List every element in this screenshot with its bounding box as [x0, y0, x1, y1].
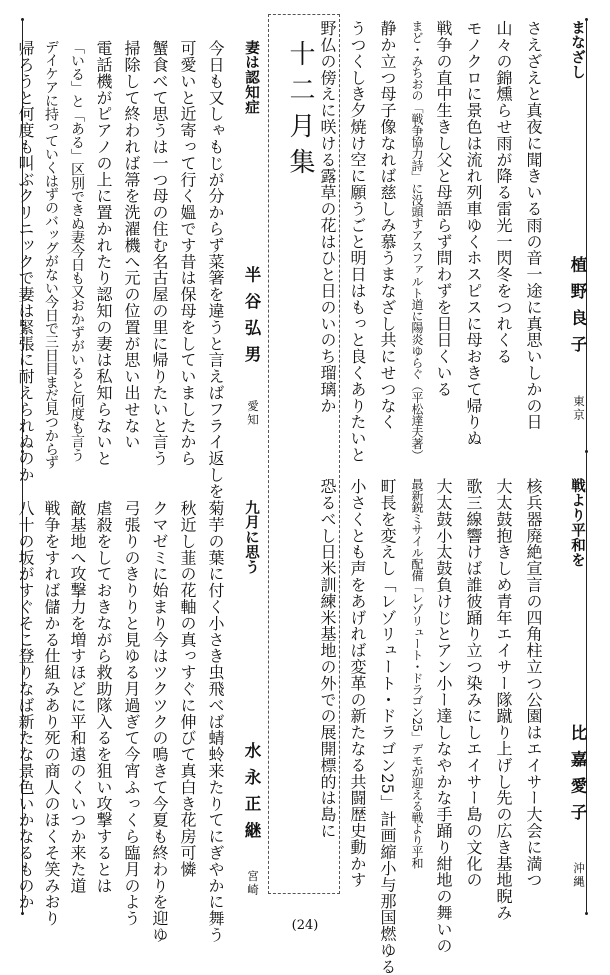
- poem-line: 秋近し韮の花軸の真っすぐに伸びて真白き花房可憐: [178, 500, 197, 878]
- poem-author: 水永正継: [242, 742, 261, 848]
- poem-author: 植野良子: [568, 256, 587, 362]
- border-dot: [585, 450, 588, 453]
- poem-line: まど・みちおの「戦争協力詩」に没頭すアスファルト道に陽炎ゆらぐ（平松達夫著）: [410, 20, 424, 461]
- poem-line: 大太鼓抱きしめ青年エイサー隊蹴り上げし先の広き基地睨み: [494, 478, 513, 921]
- poem-line: 歌三線響けば誰彼踊り立つ染みにしエイサー島の文化の: [464, 478, 483, 888]
- poem-line: 野仏の傍えに咲ける露草の花はひと日のいのち瑠璃か: [318, 20, 337, 414]
- border-dot: [21, 18, 24, 21]
- poem-line: 小さくとも声をあげれば変革の新たなる共闘歴史動かす: [348, 478, 367, 888]
- poem-title: まなざし: [569, 20, 585, 80]
- poem-line: 「いる」と「ある」区別できぬ妻今日も又おかずがいると何度も言う: [69, 40, 85, 462]
- poem-line: 戦争をすれば儲かる仕組みあり死の商人のほくそ笑みおり: [42, 500, 61, 927]
- poem-title: 戦より平和を: [569, 478, 585, 568]
- poem-author: 比嘉愛子: [568, 724, 587, 830]
- poem-line: 帰ろうと何度も叫ぶクリニックで妻は緊張に耐えられぬのか: [16, 40, 35, 483]
- section-title: 十二月集: [285, 40, 315, 184]
- poem-line: 今日も又しゃもじが分からず菜箸を違うと言えばフライ返しを: [206, 40, 225, 500]
- poem-line: 静か立つ母子像なれば慈しみ慕うまなざし共にせつなく: [378, 20, 397, 430]
- poem-author: 半谷弘男: [242, 266, 261, 372]
- poem-line: 可愛いと近寄って行く媼です昔は保母をしていましたから: [178, 40, 197, 467]
- poem-line: 虐殺をしておきながら救助隊入るを狙い攻撃するとは: [94, 500, 113, 894]
- poem-title: 九月に思う: [243, 500, 259, 575]
- border-dot: [21, 912, 24, 915]
- poem-line: デイケアに持っていくはずのバッグがない今日で三日目まだ見つからず: [43, 40, 59, 469]
- poem-line: 恐るべし日米訓練米基地の外での展開標的は島に: [318, 478, 337, 839]
- poem-line: 敵基地へ攻撃力を増すほどに平和遠のくいつか来た道: [68, 500, 87, 894]
- page-number: (24): [291, 918, 319, 933]
- poem-prefecture: 東京: [572, 395, 586, 422]
- poem-line: 最新鋭ミサイル配備「レゾリュート・ドラゴン25」デモが迎える戦より平和: [410, 478, 424, 869]
- poem-line: うつくしき夕焼け空に願うごと明日はもっと良くありたいと: [348, 20, 367, 463]
- poem-line: 大太鼓小太鼓負けじとアン小ー達しなやかな手踊り紺地の舞いの: [434, 478, 453, 954]
- poem-line: さえざえと真夜に聞きいる雨の音一途に真思いしかの日: [524, 20, 543, 430]
- poem-line: 菊芋の葉に付く小さき虫飛べば蜻蛉来たりてにぎやかに舞う: [206, 500, 225, 943]
- poem-line: クマゼミに始まり今はツクツクの鳴きて今夏も終わりを迎ゆ: [150, 500, 169, 943]
- poem-line: 八十の坂がすぐそこ登りなば新たな景色いかなるものか: [16, 500, 35, 910]
- poem-title: 妻は認知症: [243, 40, 259, 115]
- poem-line: 掃除して終われば箒を洗濯機へ元の位置が思い出せない: [122, 40, 141, 450]
- poem-line: 弓張りのきりりと見ゆる月過ぎて今宵ふっくら臨月のよう: [122, 500, 141, 927]
- poem-line: 蟹食べて思うは一つ母の住む名古屋の里に帰りたいと言う: [150, 40, 169, 467]
- poem-line: 町長を変えし「レゾリュート・ドラゴン25」計画縮小与那国燃ゆる: [378, 478, 397, 975]
- poem-prefecture: 沖縄: [572, 862, 586, 889]
- poem-line: 戦争の直中生きし父と母語らず問わずを日日くいる: [434, 20, 453, 398]
- poem-line: 核兵器廃絶宣言の四角柱立つ公園はエイサー大会に満つ: [524, 478, 543, 888]
- poem-prefecture: 愛知: [246, 400, 260, 427]
- border-dot: [585, 912, 588, 915]
- poem-line: 電話機がピアノの上に置かれたり認知の妻は私知らないと: [94, 40, 113, 467]
- poem-line: モノクロに景色は流れ列車ゆくホスピスに母おきて帰りぬ: [464, 20, 483, 447]
- poem-line: 山々の錦燻らせ雨が降る雷光一閃冬をつれくる: [494, 20, 513, 365]
- poem-prefecture: 宮崎: [246, 870, 260, 897]
